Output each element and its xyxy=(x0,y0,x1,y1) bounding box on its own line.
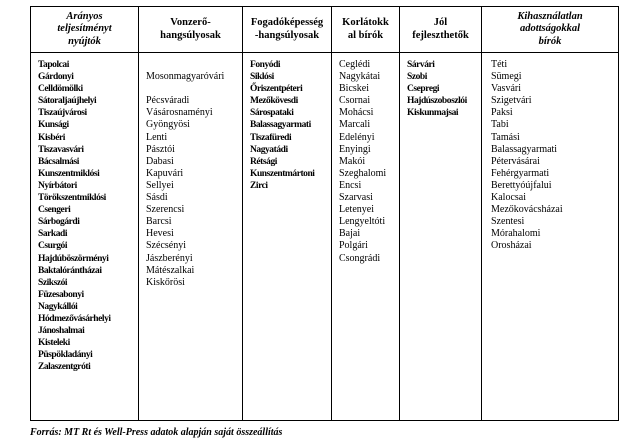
table-cell-item: Sátoraljaújhelyi xyxy=(38,96,97,107)
table-cell-item: Őriszentpéteri xyxy=(250,84,303,95)
table-cell-item: Törökszentmiklósi xyxy=(38,193,106,204)
header-line: Vonzerő- xyxy=(170,17,211,28)
header-line: Arányos xyxy=(66,10,103,22)
table-cell-item: Rétsági xyxy=(250,156,277,167)
table-cell-item: Kunsági xyxy=(38,120,69,131)
table-cell-item: Hódmezővásárhelyi xyxy=(38,313,111,324)
table-cell-item: Dabasi xyxy=(146,155,174,167)
header-line: Jól xyxy=(433,17,448,28)
column-attraction-focused xyxy=(139,7,243,420)
table-cell-item: Jászberényi xyxy=(146,252,193,264)
column-header xyxy=(332,7,399,53)
table-cell-item: Szobi xyxy=(407,72,427,83)
table-cell-item: Csongrádi xyxy=(339,252,381,264)
table-cell-item: Csornai xyxy=(339,95,371,107)
table-cell-item: Kisbéri xyxy=(38,132,65,143)
header-line: al bírók xyxy=(347,29,384,41)
table-cell-item: Fehérgyarmati xyxy=(491,167,550,179)
table-cell-item: Tabi xyxy=(491,119,509,131)
table-cell-item: Marcali xyxy=(339,119,371,131)
header-line: adottságokkal xyxy=(519,23,581,35)
table-cell-item: Mórahalomi xyxy=(491,228,541,240)
table-cell-item: Bajai xyxy=(339,228,361,240)
table-cell-item: Zirci xyxy=(250,180,268,191)
column-header xyxy=(139,7,242,53)
table-cell-item: Sümegi xyxy=(491,71,522,83)
table-cell-item: Mezőkovácsházai xyxy=(491,204,563,216)
table-cell-item: Csurgói xyxy=(38,241,68,252)
table-cell-item: Makói xyxy=(339,155,366,167)
header-line: Kihasználatlan xyxy=(517,10,583,22)
source-note: Forrás: MT Rt és Well-Press adatok alapján saját összeállítás xyxy=(30,427,283,438)
table-cell-item: Gárdonyi xyxy=(38,72,74,83)
header-line: fejleszthetők xyxy=(412,29,469,41)
table-cell-item: Hevesi xyxy=(146,228,174,240)
table-cell-item: Szarvasi xyxy=(339,192,373,204)
header-line: -hangsúlyosak xyxy=(254,29,320,41)
table-cell-item: Kunszentmiklósi xyxy=(38,168,100,179)
table-cell-item: Vasvári xyxy=(491,83,521,95)
table-cell-item: Szeghalomi xyxy=(339,167,387,179)
table-cell-item: Mosonmagyaróvári xyxy=(146,71,225,83)
table-cell-item: Csepregi xyxy=(407,84,440,95)
table-cell-item: Bicskei xyxy=(339,83,369,95)
table-cell-item: Balassagyarmati xyxy=(250,120,311,131)
header-line: bírók xyxy=(538,35,562,47)
table-cell-item: Kalocsai xyxy=(491,192,526,204)
table-cell-item: Nagykátai xyxy=(339,71,381,83)
column-list xyxy=(139,53,242,289)
column-unused-potential xyxy=(482,7,618,420)
table-cell-item: Orosházai xyxy=(491,240,532,252)
table-cell-item: Fonyódi xyxy=(250,60,281,70)
table-cell-item: Mezőkövesdi xyxy=(250,96,298,107)
table-cell-item: Pásztói xyxy=(146,143,175,155)
header-line: Korlátokk xyxy=(342,17,389,28)
table-cell-item: Tiszavasvári xyxy=(38,144,84,155)
table-cell-item: Zalaszentgróti xyxy=(38,362,91,373)
table-cell-item: Tiszafüredi xyxy=(250,132,292,143)
header-line: Fogadóképesség xyxy=(250,17,324,28)
table-cell-item: Szikszói xyxy=(38,277,68,288)
column-header xyxy=(400,7,481,53)
column-proportional-performers xyxy=(31,7,139,420)
table-cell-item: Hajdúszoboszlói xyxy=(407,96,467,107)
table-cell-item: Letenyei xyxy=(339,204,374,216)
table-cell-item: Jánoshalmai xyxy=(38,326,85,337)
table-cell-item: Sárvári xyxy=(407,60,435,70)
table-cell-item: Szécsényi xyxy=(146,240,186,252)
table-cell-item: Pécsváradi xyxy=(146,95,190,107)
column-list xyxy=(31,53,138,373)
classification-table xyxy=(30,6,619,421)
table-cell-item: Téti xyxy=(491,59,508,70)
column-capacity-focused xyxy=(243,7,332,420)
table-cell-item: Polgári xyxy=(339,240,368,252)
table-cell-item: Kunszentmártoni xyxy=(250,168,315,179)
table-cell-item: Szentesi xyxy=(491,216,525,228)
column-list xyxy=(482,53,618,253)
table-cell-item: Kisteleki xyxy=(38,338,70,349)
table-cell-item xyxy=(146,59,242,71)
column-well-developable xyxy=(400,7,482,420)
table-cell-item: Hajdúböszörményi xyxy=(38,253,109,264)
column-list xyxy=(243,53,331,192)
table-cell-item: Ceglédi xyxy=(339,59,371,70)
table-cell-item: Edelényi xyxy=(339,131,375,143)
header-line: teljesítményt xyxy=(57,23,112,35)
table-cell-item: Kiskőrösi xyxy=(146,276,185,288)
table-cell-item: Püspökladányi xyxy=(38,350,93,361)
table-cell-item: Szerencsi xyxy=(146,204,185,216)
table-cell-item: Mátészalkai xyxy=(146,264,195,276)
table-cell-item xyxy=(146,83,242,95)
table-cell-item: Lengyeltóti xyxy=(339,216,386,228)
column-header xyxy=(31,7,138,53)
table-cell-item: Paksi xyxy=(491,107,513,119)
table-cell-item: Mohácsi xyxy=(339,107,374,119)
table-cell-item: Kiskunmajsai xyxy=(407,108,459,119)
table-cell-item: Barcsi xyxy=(146,216,172,228)
table-cell-item: Sarkadi xyxy=(38,229,68,240)
table-cell-item: Sásdi xyxy=(146,192,168,204)
table-cell-item: Berettyóújfalui xyxy=(491,179,552,191)
table-cell-item: Nyírbátori xyxy=(38,180,77,191)
table-cell-item: Nagyatádi xyxy=(250,144,288,155)
table-cell-item: Vásárosnaményi xyxy=(146,107,213,119)
table-cell-item: Celldömölki xyxy=(38,84,83,95)
header-line: nyújtók xyxy=(68,35,101,47)
table-cell-item: Tamási xyxy=(491,131,520,143)
table-cell-item: Sárospataki xyxy=(250,108,294,119)
table-cell-item: Baktalórántházai xyxy=(38,265,102,276)
table-cell-item: Pétervásárai xyxy=(491,155,540,167)
table-cell-item: Füzesabonyi xyxy=(38,289,84,300)
column-header xyxy=(482,7,618,53)
table-cell-item: Lenti xyxy=(146,131,168,143)
table-cell-item: Gyöngyösi xyxy=(146,119,190,131)
column-list xyxy=(332,53,399,265)
table-cell-item: Balassagyarmati xyxy=(491,143,558,155)
table-cell-item: Tiszaújvárosi xyxy=(38,108,87,119)
column-constrained xyxy=(332,7,400,420)
table-cell-item: Szigetvári xyxy=(491,95,532,107)
column-list xyxy=(400,53,481,119)
table-cell-item: Csengeri xyxy=(38,205,71,216)
table-cell-item: Encsi xyxy=(339,179,362,191)
table-cell-item: Kapuvári xyxy=(146,167,184,179)
table-cell-item: Enyingi xyxy=(339,143,371,155)
table-cell-item: Nagykállói xyxy=(38,301,78,312)
table-cell-item: Sellyei xyxy=(146,179,174,191)
table-cell-item: Sárbogárdi xyxy=(38,217,80,228)
table-cell-item: Tapolcai xyxy=(38,60,69,70)
table-cell-item: Siklósi xyxy=(250,72,274,83)
column-header xyxy=(243,7,331,53)
header-line: hangsúlyosak xyxy=(160,29,221,41)
table-cell-item: Bácsalmási xyxy=(38,156,79,167)
